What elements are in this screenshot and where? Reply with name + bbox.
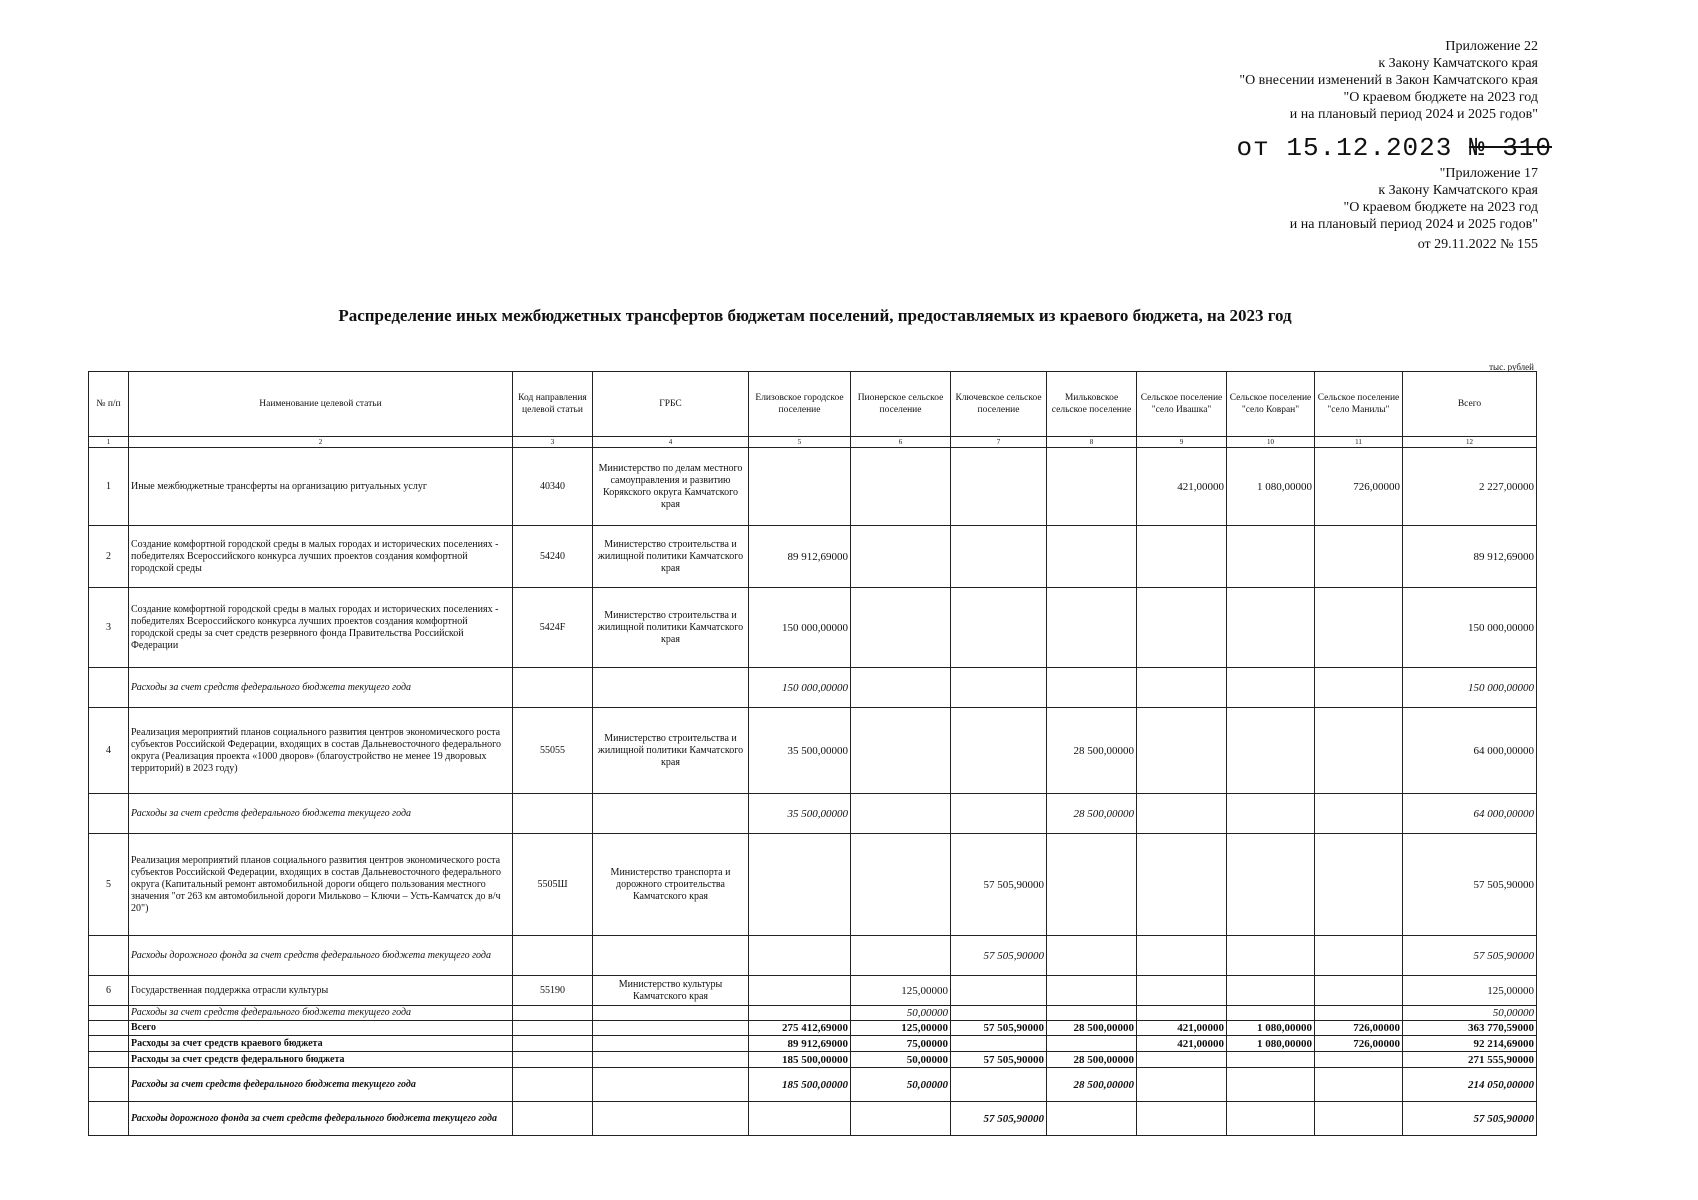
- amount-cell: [1227, 794, 1315, 834]
- units-label: тыс. рублей: [1489, 362, 1534, 372]
- item-name: Иные межбюджетные трансферты на организацию ритуальных услуг: [129, 448, 513, 526]
- amount-cell: 35 500,00000: [749, 794, 851, 834]
- row-number: [89, 1021, 129, 1036]
- amount-cell: 421,00000: [1137, 1021, 1227, 1036]
- column-number: 9: [1137, 437, 1227, 448]
- direction-code: [513, 1052, 593, 1068]
- column-header: Елизовское городское поселение: [749, 372, 851, 437]
- amount-cell: 64 000,00000: [1403, 708, 1537, 794]
- amount-cell: 726,00000: [1315, 448, 1403, 526]
- amount-cell: 57 505,90000: [1403, 936, 1537, 976]
- amount-cell: [1137, 976, 1227, 1006]
- column-header: Мильковское сельское поселение: [1047, 372, 1137, 437]
- column-header: ГРБС: [593, 372, 749, 437]
- direction-code: 55055: [513, 708, 593, 794]
- amount-cell: [851, 588, 951, 668]
- amount-cell: 64 000,00000: [1403, 794, 1537, 834]
- grbs-name: [593, 1006, 749, 1021]
- amount-cell: 726,00000: [1315, 1036, 1403, 1052]
- column-number: 1: [89, 437, 129, 448]
- grbs-name: Министерство культуры Камчатского края: [593, 976, 749, 1006]
- amount-cell: [1227, 526, 1315, 588]
- law-date-stamp: [1237, 133, 1552, 163]
- item-name: Государственная поддержка отрасли культуры: [129, 976, 513, 1006]
- amount-cell: 57 505,90000: [951, 1021, 1047, 1036]
- amount-cell: [1047, 1036, 1137, 1052]
- direction-code: [513, 1068, 593, 1102]
- amount-cell: [951, 1006, 1047, 1021]
- row-number: 6: [89, 976, 129, 1006]
- amount-cell: 50,00000: [851, 1052, 951, 1068]
- row-number: 3: [89, 588, 129, 668]
- amount-cell: 150 000,00000: [749, 668, 851, 708]
- grbs-name: [593, 936, 749, 976]
- column-header: Сельское поселение "село Ивашка": [1137, 372, 1227, 437]
- direction-code: [513, 1102, 593, 1136]
- column-number: 2: [129, 437, 513, 448]
- item-name: Расходы за счет средств федерального бюджета текущего года: [129, 1068, 513, 1102]
- row-number: [89, 936, 129, 976]
- column-number: 3: [513, 437, 593, 448]
- amount-cell: [749, 1006, 851, 1021]
- amount-cell: [1047, 834, 1137, 936]
- amount-cell: [1315, 1006, 1403, 1021]
- item-name: Создание комфортной городской среды в малых городах и исторических поселениях - победителях Всероссийского конкурса лучших проектов создания комфортной городской среды за счет средств резервного фонда Правительства Российской Федерации: [129, 588, 513, 668]
- amount-cell: 185 500,00000: [749, 1052, 851, 1068]
- grbs-name: [593, 794, 749, 834]
- column-number: 5: [749, 437, 851, 448]
- amount-cell: [1315, 1102, 1403, 1136]
- amount-cell: 28 500,00000: [1047, 1052, 1137, 1068]
- amount-cell: [851, 794, 951, 834]
- header-line: Приложение 22: [1445, 39, 1538, 54]
- amount-cell: 363 770,59000: [1403, 1021, 1537, 1036]
- row-number: 5: [89, 834, 129, 936]
- amount-cell: [1137, 668, 1227, 708]
- amount-cell: [1227, 668, 1315, 708]
- item-name: Расходы дорожного фонда за счет средств федерального бюджета текущего года: [129, 936, 513, 976]
- table-row: [89, 668, 1537, 708]
- item-name: Создание комфортной городской среды в малых городах и исторических поселениях - победителях Всероссийского конкурса лучших проектов создания комфортной городской среды: [129, 526, 513, 588]
- amount-cell: [851, 448, 951, 526]
- amount-cell: [951, 668, 1047, 708]
- amount-cell: [951, 708, 1047, 794]
- amount-cell: [749, 834, 851, 936]
- amount-cell: [1137, 588, 1227, 668]
- amount-cell: [1137, 708, 1227, 794]
- amount-cell: [1137, 936, 1227, 976]
- header-line: от 29.11.2022 № 155: [1417, 237, 1538, 252]
- amount-cell: 421,00000: [1137, 448, 1227, 526]
- item-name: Расходы за счет средств федерального бюджета текущего года: [129, 1006, 513, 1021]
- amount-cell: [1227, 976, 1315, 1006]
- grbs-name: Министерство транспорта и дорожного строительства Камчатского края: [593, 834, 749, 936]
- direction-code: 54240: [513, 526, 593, 588]
- amount-cell: 421,00000: [1137, 1036, 1227, 1052]
- amount-cell: [1137, 834, 1227, 936]
- table-row: [89, 1021, 1537, 1036]
- amount-cell: [951, 448, 1047, 526]
- amount-cell: [1315, 794, 1403, 834]
- amount-cell: [1137, 526, 1227, 588]
- amount-cell: 75,00000: [851, 1036, 951, 1052]
- table-row: [89, 976, 1537, 1006]
- column-number: 4: [593, 437, 749, 448]
- amount-cell: [1047, 668, 1137, 708]
- amount-cell: [1137, 1006, 1227, 1021]
- header-line: "О краевом бюджете на 2023 год: [1343, 200, 1538, 215]
- amount-cell: [1315, 1052, 1403, 1068]
- header-line: и на плановый период 2024 и 2025 годов": [1289, 107, 1538, 122]
- column-header: Наименование целевой статьи: [129, 372, 513, 437]
- amount-cell: [1047, 936, 1137, 976]
- grbs-name: Министерство строительства и жилищной политики Камчатского края: [593, 708, 749, 794]
- item-name: Расходы дорожного фонда за счет средств федерального бюджета текущего года: [129, 1102, 513, 1136]
- amount-cell: [1047, 588, 1137, 668]
- header-line: "О краевом бюджете на 2023 год: [1343, 90, 1538, 105]
- amount-cell: [1315, 834, 1403, 936]
- column-header: Сельское поселение "село Ковран": [1227, 372, 1315, 437]
- grbs-name: [593, 1052, 749, 1068]
- column-number: 8: [1047, 437, 1137, 448]
- amount-cell: 57 505,90000: [951, 936, 1047, 976]
- table-row: [89, 936, 1537, 976]
- amount-cell: 57 505,90000: [951, 1052, 1047, 1068]
- column-header: № п/п: [89, 372, 129, 437]
- column-number-row: [89, 437, 1537, 448]
- amount-cell: [951, 976, 1047, 1006]
- amount-cell: [749, 936, 851, 976]
- stamp-date: от 15.12.2023: [1236, 133, 1453, 163]
- amount-cell: 1 080,00000: [1227, 1036, 1315, 1052]
- amount-cell: 150 000,00000: [1403, 668, 1537, 708]
- amount-cell: [851, 526, 951, 588]
- amount-cell: [951, 794, 1047, 834]
- column-number: 10: [1227, 437, 1315, 448]
- amount-cell: [749, 976, 851, 1006]
- column-header: Всего: [1403, 372, 1537, 437]
- amount-cell: [1227, 588, 1315, 668]
- amount-cell: [1137, 1068, 1227, 1102]
- direction-code: [513, 794, 593, 834]
- direction-code: [513, 1036, 593, 1052]
- amount-cell: 214 050,00000: [1403, 1068, 1537, 1102]
- grbs-name: Министерство по делам местного самоуправления и развитию Корякского округа Камчатского края: [593, 448, 749, 526]
- amount-cell: [851, 1102, 951, 1136]
- stamp-number: № 310: [1468, 133, 1552, 163]
- amount-cell: [851, 834, 951, 936]
- amount-cell: 89 912,69000: [749, 526, 851, 588]
- column-number: 12: [1403, 437, 1537, 448]
- amount-cell: [951, 1068, 1047, 1102]
- amount-cell: [1315, 936, 1403, 976]
- direction-code: [513, 668, 593, 708]
- row-number: [89, 1102, 129, 1136]
- amount-cell: 28 500,00000: [1047, 1068, 1137, 1102]
- amount-cell: 92 214,69000: [1403, 1036, 1537, 1052]
- grbs-name: [593, 1068, 749, 1102]
- item-name: Реализация мероприятий планов социального развития центров экономического роста субъектов Российской Федерации, входящих в состав Дальневосточного федерального округа (Реализация проекта «1000 дворов» (благоустройство не менее 19 дворовых территорий) в 2023 году): [129, 708, 513, 794]
- grbs-name: Министерство строительства и жилищной политики Камчатского края: [593, 526, 749, 588]
- table-row: [89, 1036, 1537, 1052]
- amount-cell: [1315, 1068, 1403, 1102]
- table-row: [89, 1006, 1537, 1021]
- amount-cell: [1137, 794, 1227, 834]
- amount-cell: 50,00000: [851, 1006, 951, 1021]
- amount-cell: [1227, 936, 1315, 976]
- row-number: [89, 1052, 129, 1068]
- item-name: Расходы за счет средств федерального бюджета текущего года: [129, 794, 513, 834]
- amount-cell: 150 000,00000: [749, 588, 851, 668]
- amount-cell: [1315, 976, 1403, 1006]
- amount-cell: [951, 526, 1047, 588]
- direction-code: [513, 936, 593, 976]
- amount-cell: [951, 1036, 1047, 1052]
- amount-cell: [1227, 834, 1315, 936]
- table-row: [89, 526, 1537, 588]
- header-line: и на плановый период 2024 и 2025 годов": [1289, 217, 1538, 232]
- amount-cell: [749, 448, 851, 526]
- item-name: Всего: [129, 1021, 513, 1036]
- amount-cell: 125,00000: [851, 1021, 951, 1036]
- amount-cell: [1137, 1102, 1227, 1136]
- item-name: Расходы за счет средств федерального бюджета: [129, 1052, 513, 1068]
- amount-cell: [1137, 1052, 1227, 1068]
- amount-cell: 89 912,69000: [749, 1036, 851, 1052]
- row-number: 2: [89, 526, 129, 588]
- amount-cell: 57 505,90000: [1403, 834, 1537, 936]
- direction-code: [513, 1021, 593, 1036]
- item-name: Реализация мероприятий планов социального развития центров экономического роста субъектов Российской Федерации, входящих в состав Дальневосточного федерального округа (Капитальный ремонт автомобильной дороги общего пользования местного значения "от 263 км автомобильной дороги Мильково – Ключи – Усть-Камчатск до в/ч 20"): [129, 834, 513, 936]
- amount-cell: 271 555,90000: [1403, 1052, 1537, 1068]
- table-row: [89, 708, 1537, 794]
- amount-cell: 150 000,00000: [1403, 588, 1537, 668]
- transfers-table: [88, 371, 1537, 1136]
- column-number: 6: [851, 437, 951, 448]
- table-row: [89, 834, 1537, 936]
- table-row: [89, 1068, 1537, 1102]
- amount-cell: [1047, 448, 1137, 526]
- column-header: Сельское поселение "село Манилы": [1315, 372, 1403, 437]
- amount-cell: 125,00000: [1403, 976, 1537, 1006]
- column-number: 11: [1315, 437, 1403, 448]
- amount-cell: [851, 708, 951, 794]
- row-number: 1: [89, 448, 129, 526]
- table-row: [89, 1052, 1537, 1068]
- amount-cell: [1047, 526, 1137, 588]
- row-number: [89, 794, 129, 834]
- direction-code: [513, 1006, 593, 1021]
- row-number: 4: [89, 708, 129, 794]
- amount-cell: 50,00000: [851, 1068, 951, 1102]
- header-line: к Закону Камчатского края: [1378, 183, 1538, 198]
- amount-cell: [1227, 708, 1315, 794]
- amount-cell: 125,00000: [851, 976, 951, 1006]
- table-header-row: [89, 372, 1537, 437]
- row-number: [89, 668, 129, 708]
- column-header: Пионерское сельское поселение: [851, 372, 951, 437]
- table-row: [89, 588, 1537, 668]
- amount-cell: [1315, 668, 1403, 708]
- amount-cell: 726,00000: [1315, 1021, 1403, 1036]
- amount-cell: [851, 936, 951, 976]
- amount-cell: 57 505,90000: [1403, 1102, 1537, 1136]
- amount-cell: 28 500,00000: [1047, 1021, 1137, 1036]
- table-row: [89, 448, 1537, 526]
- amount-cell: 28 500,00000: [1047, 708, 1137, 794]
- table-row: [89, 1102, 1537, 1136]
- grbs-name: Министерство строительства и жилищной политики Камчатского края: [593, 588, 749, 668]
- direction-code: 40340: [513, 448, 593, 526]
- amount-cell: [749, 1102, 851, 1136]
- document-title: Распределение иных межбюджетных трансфертов бюджетам поселений, предоставляемых из краевого бюджета, на 2023 год: [338, 306, 1292, 325]
- amount-cell: 2 227,00000: [1403, 448, 1537, 526]
- column-header: Ключевское сельское поселение: [951, 372, 1047, 437]
- amount-cell: [951, 588, 1047, 668]
- header-line: "Приложение 17: [1439, 166, 1538, 181]
- direction-code: 5505Ш: [513, 834, 593, 936]
- column-number: 7: [951, 437, 1047, 448]
- amount-cell: [851, 668, 951, 708]
- amount-cell: 28 500,00000: [1047, 794, 1137, 834]
- direction-code: 55190: [513, 976, 593, 1006]
- amount-cell: [1315, 708, 1403, 794]
- table-row: [89, 794, 1537, 834]
- amount-cell: 1 080,00000: [1227, 1021, 1315, 1036]
- amount-cell: [1047, 1102, 1137, 1136]
- header-line: к Закону Камчатского края: [1378, 56, 1538, 71]
- appendix-header: [1236, 38, 1552, 253]
- grbs-name: [593, 1021, 749, 1036]
- amount-cell: 1 080,00000: [1227, 448, 1315, 526]
- amount-cell: [1227, 1052, 1315, 1068]
- amount-cell: 50,00000: [1403, 1006, 1537, 1021]
- grbs-name: [593, 1102, 749, 1136]
- grbs-name: [593, 1036, 749, 1052]
- row-number: [89, 1068, 129, 1102]
- row-number: [89, 1036, 129, 1052]
- amount-cell: [1315, 588, 1403, 668]
- amount-cell: [1047, 976, 1137, 1006]
- amount-cell: 275 412,69000: [749, 1021, 851, 1036]
- amount-cell: 57 505,90000: [951, 834, 1047, 936]
- header-line: "О внесении изменений в Закон Камчатского края: [1239, 73, 1538, 88]
- amount-cell: [1315, 526, 1403, 588]
- amount-cell: [1227, 1068, 1315, 1102]
- amount-cell: [1227, 1102, 1315, 1136]
- amount-cell: 185 500,00000: [749, 1068, 851, 1102]
- grbs-name: [593, 668, 749, 708]
- row-number: [89, 1006, 129, 1021]
- amount-cell: [1227, 1006, 1315, 1021]
- amount-cell: [1047, 1006, 1137, 1021]
- item-name: Расходы за счет средств федерального бюджета текущего года: [129, 668, 513, 708]
- column-header: Код направления целевой статьи: [513, 372, 593, 437]
- item-name: Расходы за счет средств краевого бюджета: [129, 1036, 513, 1052]
- amount-cell: 57 505,90000: [951, 1102, 1047, 1136]
- direction-code: 5424F: [513, 588, 593, 668]
- amount-cell: 89 912,69000: [1403, 526, 1537, 588]
- amount-cell: 35 500,00000: [749, 708, 851, 794]
